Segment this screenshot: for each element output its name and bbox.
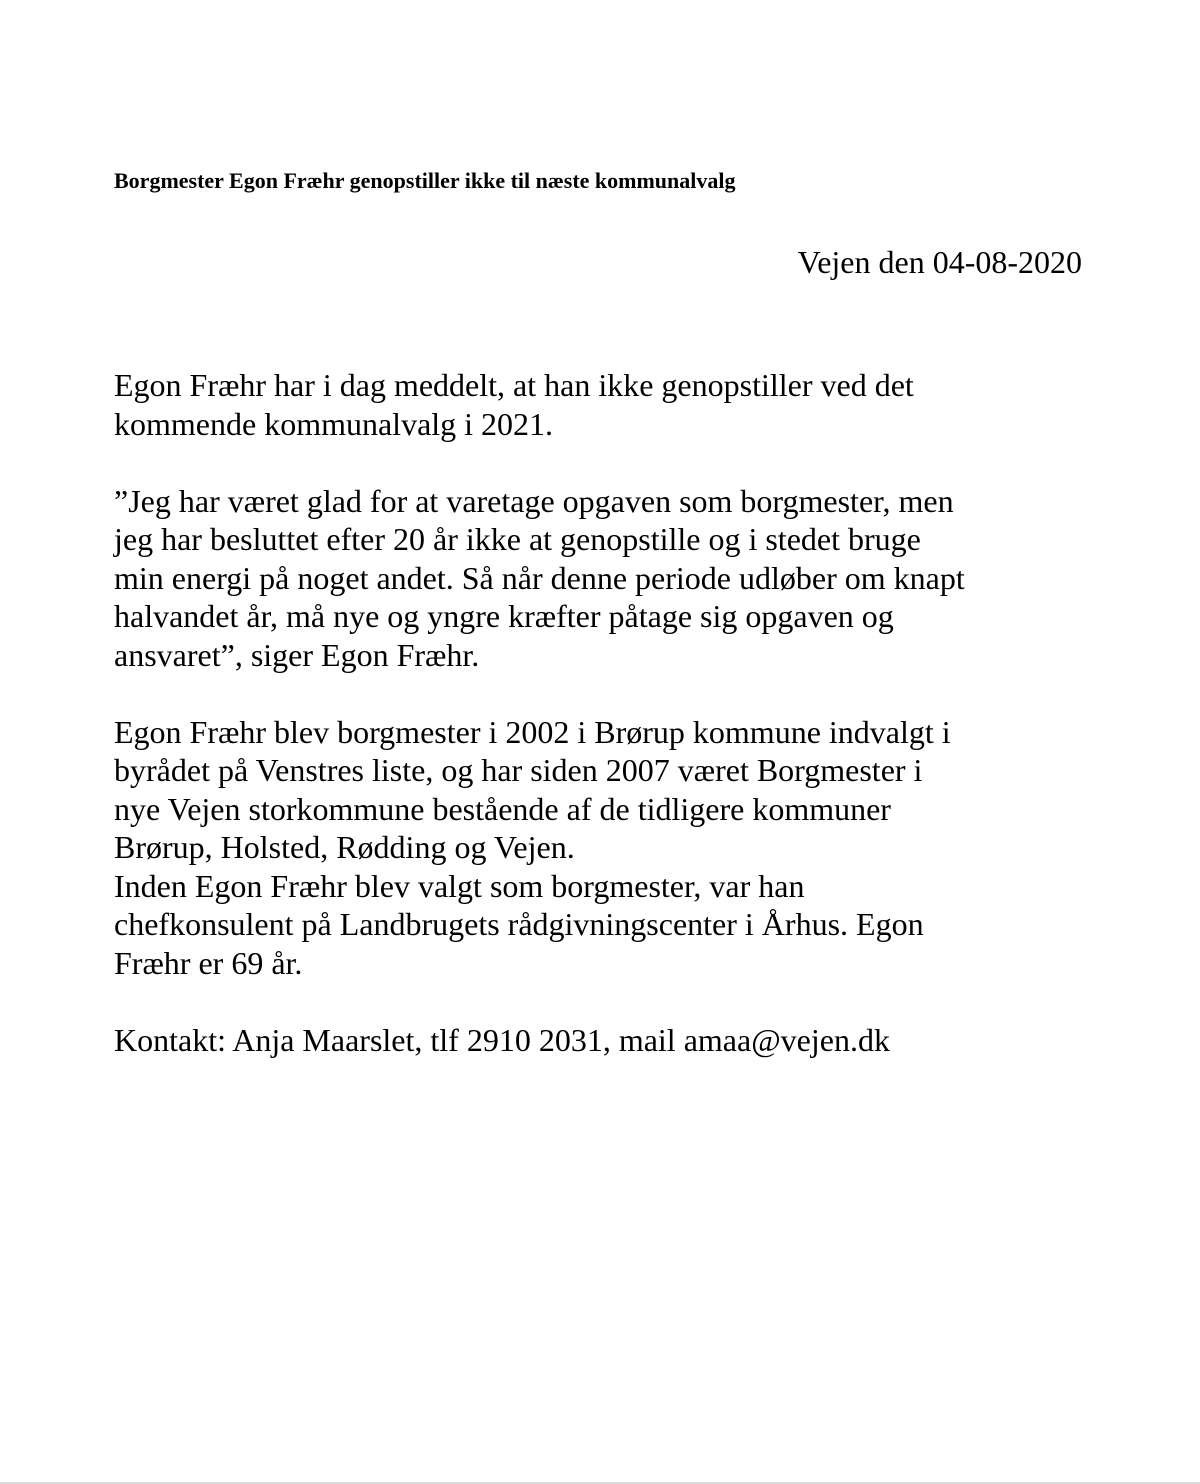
text-line: min energi på noget andet. Så når denne periode udløber om knapt — [114, 559, 965, 596]
paragraph-background — [114, 867, 1074, 983]
text-line: ”Jeg har været glad for at varetage opgaven som borgmester, men — [114, 482, 954, 519]
text-line: Egon Fræhr har i dag meddelt, at han ikke genopstiller ved det — [114, 367, 914, 403]
dateline: Vejen den 04-08-2020 — [797, 244, 1082, 280]
paragraph-announcement — [114, 366, 1074, 443]
headline: Borgmester Egon Fræhr genopstiller ikke til næste kommunalvalg — [114, 168, 736, 193]
paragraph-contact — [114, 1021, 1074, 1060]
text-line: Fræhr er 69 år. — [114, 944, 303, 981]
text-line: kommende kommunalvalg i 2021. — [114, 405, 554, 442]
paragraph-quote — [114, 482, 1074, 675]
text-line: jeg har besluttet efter 20 år ikke at genopstille og i stedet bruge — [114, 521, 921, 557]
paragraph-career — [114, 713, 1074, 867]
body-text — [114, 366, 1074, 1098]
text-line: Brørup, Holsted, Rødding og Vejen. — [114, 829, 575, 865]
text-line: halvandet år, må nye og yngre kræfter påtage sig opgaven og — [114, 598, 894, 634]
contact-line: Kontakt: Anja Maarslet, tlf 2910 2031, mail amaa@vejen.dk — [114, 1021, 890, 1058]
text-line: byrådet på Venstres liste, og har siden 2007 været Borgmester i — [114, 752, 923, 788]
text-line: nye Vejen storkommune bestående af de tidligere kommuner — [114, 790, 891, 827]
text-line: ansvaret”, siger Egon Fræhr. — [114, 636, 480, 673]
text-line: Inden Egon Fræhr blev valgt som borgmester, var han — [114, 867, 805, 904]
text-line: Egon Fræhr blev borgmester i 2002 i Brørup kommune indvalgt i — [114, 713, 951, 750]
text-line: chefkonsulent på Landbrugets rådgivningscenter i Århus. Egon — [114, 906, 924, 942]
